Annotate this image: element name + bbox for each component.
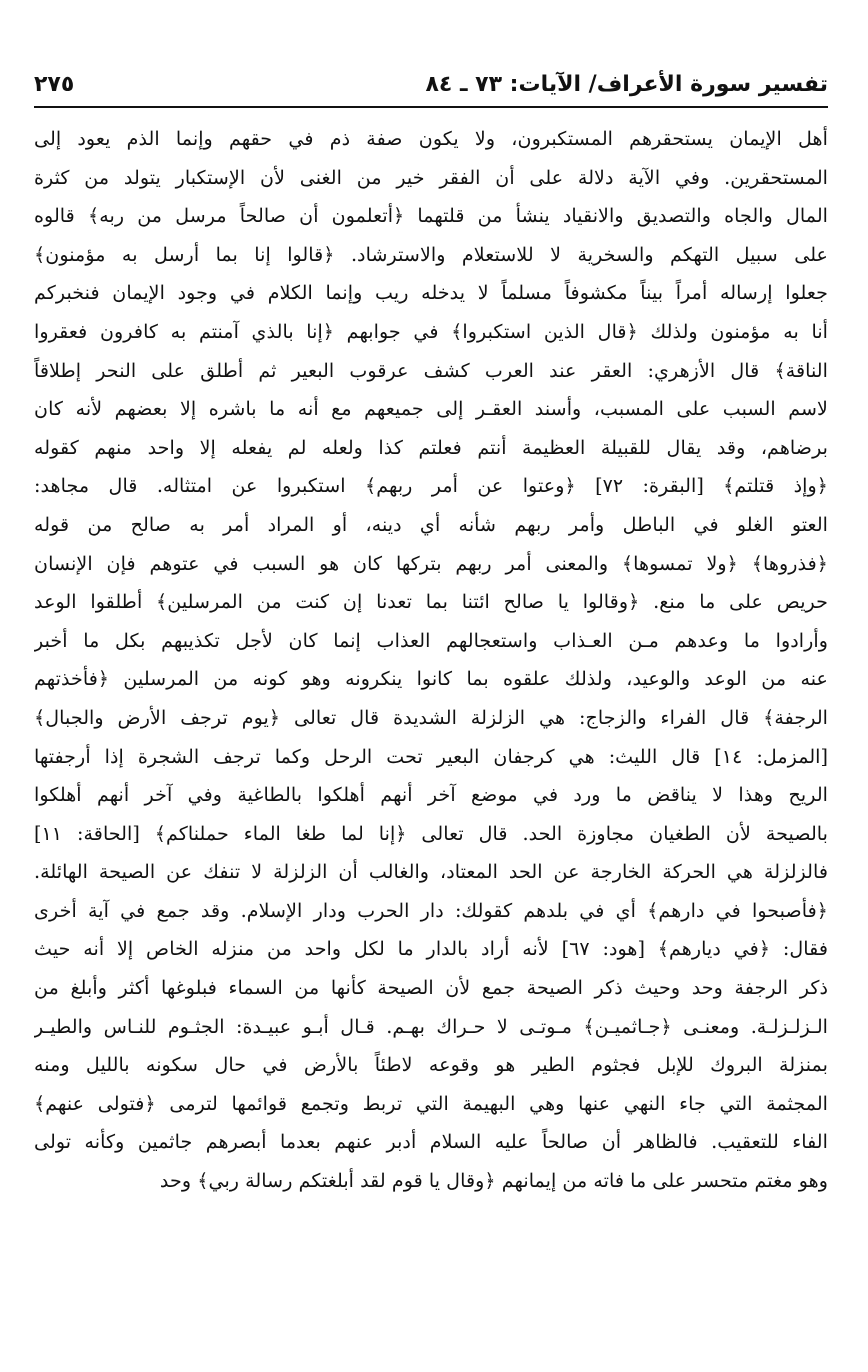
text-line: أهل الإيمان يستحقرهم المستكبرون، ولا يكون صفة ذم في حقهم وإنما الذم يعود إلى	[34, 127, 828, 150]
running-header	[34, 70, 828, 108]
text-line: حريص على ما منع. ﴿وقالوا يا صالح ائتنا بما تعدنا إن كنت من المرسلين﴾ أطلقوا الوعد	[34, 590, 828, 614]
text-line: المستحقرين. وفي الآية دلالة على أن الفقر خير من الغنى لأن الإستكبار يتولد من كثرة	[34, 165, 828, 189]
text-line: لاسم السبب على المسبب، وأسند العقـر إلى جميعهم مع أنه ما باشره إلا بعضهم لأنه كان	[34, 397, 828, 421]
text-line: الـزلـزلـة. ومعنـى ﴿جـاثميـن﴾ مـوتـى لا حـراك بهـم. قـال أبـو عبيـدة: الجثـوم للنـاس والطيـر	[34, 1014, 828, 1038]
text-line: جعلوا إرساله أمراً بيناً مكشوفاً مسلماً لا يدخله ريب وإنما الكلام في وجود الإيمان فنخبركم	[34, 281, 828, 305]
text-line: وهو مغتم متحسر على ما فاته من إيمانهم ﴿وقال يا قوم لقد أبلغتكم رسالة ربي﴾ وحد	[159, 1169, 828, 1193]
text-line: فالزلزلة هي الحركة الخارجة عن الحد المعتاد، والغالب أن الزلزلة لا تنفك عن الصيحة الهائلة.	[34, 860, 828, 884]
text-line: ﴿وإذ قتلتم﴾ [البقرة: ٧٢] ﴿وعتوا عن أمر ربهم﴾ استكبروا عن امتثاله. قال مجاهد:	[34, 474, 828, 498]
text-line: المجثمة التي جاء النهي عنها وهي البهيمة التي تربط وتجمع قوائمها لترمى ﴿فتولى عنهم﴾	[34, 1091, 828, 1115]
text-line: ذكر الرجفة وحد وحيث ذكر الصيحة جمع لأن الصيحة كأنها من السماء فبلوغها أكثر وأبلغ من	[34, 976, 828, 1000]
text-line: وأرادوا ما وعدهم مـن العـذاب واستعجالهم العذاب إنما كان لأجل تكذيبهم بكل ما أخبر	[34, 628, 828, 652]
text-line: أنا به مؤمنون ولذلك ﴿قال الذين استكبروا﴾ في جوابهم ﴿إنا بالذي آمنتم به كافرون فعقروا	[34, 319, 828, 343]
text-line: على سبيل التهكم والسخرية لا للاستعلام والاسترشاد. ﴿قالوا إنا بما أرسل به مؤمنون﴾	[34, 242, 828, 266]
text-line: برضاهم، وقد يقال للقبيلة العظيمة أنتم فعلتم كذا ولعله لم يفعله إلا واحد منهم كقوله	[34, 435, 828, 459]
text-line: العتو الغلو في الباطل وأمر ربهم شأنه أي دينه، أو المراد أمر به صالح من قوله	[34, 512, 828, 536]
header-title: تفسير سورة الأعراف/ الآيات: ٧٣ ـ ٨٤	[425, 72, 828, 97]
text-line: فقال: ﴿في ديارهم﴾ [هود: ٦٧] لأنه أراد بالدار ما لكل واحد من منزله الخاص إلا أنه حيث	[34, 937, 828, 961]
text-line: الرجفة﴾ قال الفراء والزجاج: هي الزلزلة الشديدة قال تعالى ﴿يوم ترجف الأرض والجبال﴾	[34, 705, 828, 729]
text-line: ﴿فذروها﴾ ﴿ولا تمسوها﴾ والمعنى أمر ربهم بتركها كان هو السبب في عتوهم فإن الإنسان	[34, 551, 828, 575]
text-line: بالصيحة لأن الطغيان مجاوزة الحد. قال تعالى ﴿إنا لما طغا الماء حملناكم﴾ [الحاقة: ١١]	[34, 821, 828, 845]
body-text	[34, 120, 828, 1201]
text-line: الريح وهذا لا يناقض ما ورد في موضع آخر أنهم أهلكوا بالطاغية وفي آخر أنهم أهلكوا	[34, 783, 828, 807]
page-number: ٢٧٥	[34, 72, 75, 97]
text-line: الفاء للتعقيب. فالظاهر أن صالحاً عليه السلام أدبر عنهم بعدما أبصرهم جاثمين وكأنه تولى	[34, 1130, 828, 1154]
text-line: المال والجاه والتصديق والانقياد ينشأ من قلتهما ﴿أتعلمون أن صالحاً مرسل من ربه﴾ قالوه	[34, 204, 828, 228]
text-line: عنه من الوعد والوعيد، ولذلك علقوه بما كانوا ينكرونه وهو كونه من المرسلين ﴿فأخذتهم	[34, 667, 828, 691]
text-line: بمنزلة البروك للإبل فجثوم الطير هو وقوعه لاطئاً بالأرض في حال سكونه بالليل ومنه	[34, 1053, 828, 1077]
text-line: الناقة﴾ قال الأزهري: العقر عند العرب كشف عرقوب البعير ثم أطلق على النحر إطلاقاً	[34, 358, 828, 382]
text-line: ﴿فأصبحوا في دارهم﴾ أي في بلدهم كقولك: دار الحرب ودار الإسلام. وقد جمع في آية أخرى	[34, 898, 828, 922]
text-line: [المزمل: ١٤] قال الليث: هي كرجفان البعير تحت الرحل وكما ترجف الشجرة إذا أرجفتها	[34, 744, 828, 768]
